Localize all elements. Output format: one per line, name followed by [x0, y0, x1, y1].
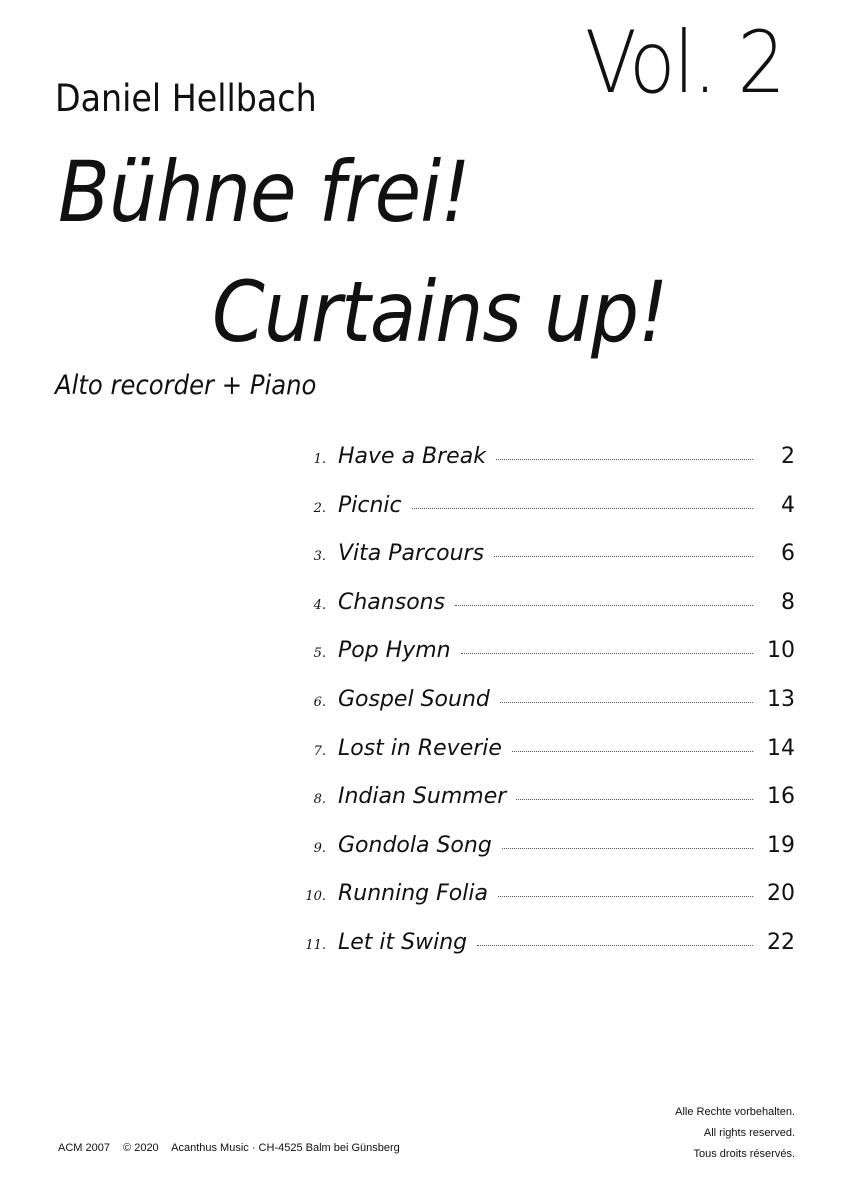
toc-number: 6.	[313, 694, 326, 710]
toc-page: 10	[767, 638, 795, 664]
toc-page: 14	[767, 735, 795, 761]
rights-french: Tous droits réservés.	[693, 1148, 795, 1160]
toc-leader-dots	[502, 848, 753, 849]
volume-number: Vol. 2	[585, 13, 784, 113]
toc-number: 8.	[313, 792, 326, 808]
toc-entry	[290, 590, 795, 639]
toc-entry	[290, 784, 795, 833]
toc-number: 4.	[313, 597, 326, 613]
table-of-contents	[290, 444, 795, 979]
toc-entry	[290, 687, 795, 736]
toc-title: Vita Parcours	[338, 541, 485, 567]
toc-title: Pop Hymn	[338, 638, 451, 664]
toc-page: 22	[767, 929, 795, 955]
rights-german: Alle Rechte vorbehalten.	[675, 1106, 795, 1118]
toc-leader-dots	[477, 945, 753, 946]
toc-page: 16	[767, 784, 795, 810]
toc-title: Gospel Sound	[338, 686, 490, 712]
toc-leader-dots	[500, 702, 753, 703]
toc-number: 9.	[313, 840, 326, 856]
toc-leader-dots	[498, 896, 753, 897]
rights-english: All rights reserved.	[703, 1127, 795, 1139]
toc-title: Picnic	[338, 492, 402, 518]
toc-entry	[290, 541, 795, 590]
toc-leader-dots	[455, 605, 753, 606]
toc-page: 20	[767, 881, 795, 907]
toc-entry	[290, 881, 795, 930]
toc-title: Chansons	[338, 589, 446, 615]
author-name: Daniel Hellbach	[55, 77, 317, 120]
toc-leader-dots	[516, 799, 753, 800]
toc-title: Gondola Song	[338, 832, 492, 858]
toc-entry	[290, 444, 795, 493]
copyright-year: © 2020	[123, 1142, 159, 1154]
publisher-address: Acanthus Music · CH-4525 Balm bei Günsberg	[171, 1142, 400, 1154]
title-english: Curtains up!	[212, 263, 668, 361]
toc-entry	[290, 930, 795, 979]
toc-page: 4	[781, 492, 795, 518]
toc-number: 5.	[313, 646, 326, 662]
toc-title: Indian Summer	[338, 784, 507, 810]
toc-number: 3.	[313, 549, 326, 565]
toc-leader-dots	[412, 508, 753, 509]
toc-entry	[290, 833, 795, 882]
toc-number: 2.	[313, 500, 326, 516]
rights-notice	[675, 1102, 795, 1165]
toc-number: 10.	[305, 889, 326, 905]
toc-title: Have a Break	[338, 444, 486, 469]
toc-title: Let it Swing	[338, 929, 468, 955]
toc-page: 13	[767, 686, 795, 712]
toc-title: Running Folia	[338, 881, 488, 907]
toc-leader-dots	[461, 653, 753, 654]
toc-entry	[290, 736, 795, 785]
toc-entry	[290, 493, 795, 542]
toc-page: 8	[781, 589, 795, 615]
toc-leader-dots	[512, 751, 753, 752]
toc-leader-dots	[494, 556, 753, 557]
imprint-line	[58, 1142, 410, 1154]
toc-entry	[290, 638, 795, 687]
catalog-number: ACM 2007	[58, 1142, 110, 1154]
instrumentation: Alto recorder + Piano	[55, 370, 317, 401]
toc-number: 11.	[305, 937, 326, 953]
toc-page: 6	[781, 541, 795, 567]
toc-title: Lost in Reverie	[338, 735, 502, 761]
toc-leader-dots	[496, 459, 753, 460]
toc-page: 2	[781, 444, 795, 469]
toc-number: 7.	[313, 743, 326, 759]
title-german: Bühne frei!	[58, 143, 470, 241]
toc-page: 19	[767, 832, 795, 858]
toc-number: 1.	[313, 452, 326, 467]
